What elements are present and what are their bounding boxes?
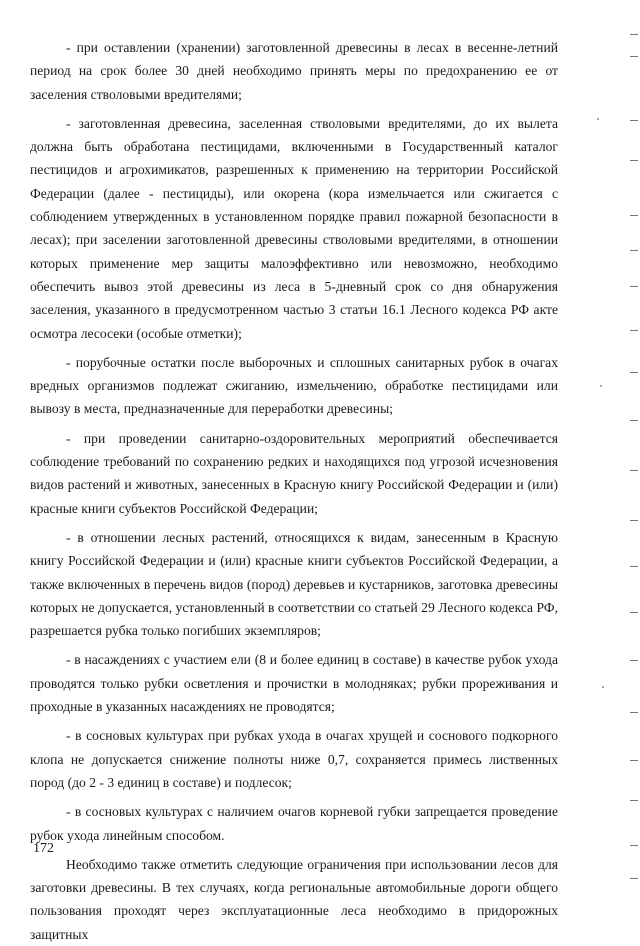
paragraph-wood-storage: - при оставлении (хранении) заготовленной древесины в лесах в весенне-летний период на срок более 30 дней необходимо принять меры по предохранению ее от заселения стволовыми вредителями;: [30, 40, 558, 102]
paragraph-logging-residue: - порубочные остатки после выборочных и сплошных санитарных рубок в очагах вредных организмов подлежат сжиганию, измельчению, обработке пестицидами или вывозу в места, предназначенные для переработки древесины;: [30, 354, 558, 417]
paragraph-spruce-stands: - в насаждениях с участием ели (8 и более единиц в составе) в качестве рубок ухода проводятся только рубки осветления и прочистки в молодняках; рубки прореживания и проходные в указанных насаждениях не проводятся;: [30, 652, 558, 715]
scan-speck: [602, 686, 604, 688]
paragraph-infested-wood: - заготовленная древесина, заселенная стволовыми вредителями, до их вылета должна быть обработана пестицидами, включенными в Государственный каталог пестицидов и агрохимикатов, разрешенных к применению на территории Российской Федерации (далее - пестициды), или окорена (кора измельчается или сжигается с соблюдением утвержденных в установленном порядке правил пожарной безопасности в лесах); при заселении заготовленной древесины стволовыми вредителями, в отношении которых применение мер защиты малоэффективно или невозможно, необходимо обеспечить вывоз этой древесины из леса в 5-дневный срок со дня обнаружения заселения, указанного в предусмотренном частью 3 статьи 16.1 Лесного кодекса РФ акте осмотра лесосеки (особые отметки);: [30, 115, 558, 341]
page-number: 172: [33, 841, 54, 856]
scan-edge-marks: [628, 0, 640, 905]
paragraph-sanitary-measures: - при проведении санитарно-оздоровительных мероприятий обеспечивается соблюдение требований по сохранению редких и находящихся под угрозой исчезновения видов растений и животных, занесенных в Красную книгу Российской Федерации и (или) красные книги субъектов Российской Федерации;: [30, 430, 558, 516]
paragraph-red-book-plants: - в отношении лесных растений, относящихся к видам, занесенным в Красную книгу Российской Федерации и (или) красные книги субъектов Российской Федерации, а также включенных в перечень видов (пород) деревьев и кустарников, заготовка древесины которых не допускается, установленный в соответствии со статьей 29 Лесного кодекса РФ, разрешается рубка только погибших экземпляров;: [30, 529, 558, 639]
paragraph-restrictions: Необходимо также отметить следующие ограничения при использовании лесов для заготовки древесины. В тех случаях, когда региональные автомобильные дороги общего пользования проходят через эксплуатационные леса необходимо в придорожных защитных: [30, 856, 558, 942]
document-body: [30, 36, 558, 946]
scan-speck: [597, 118, 599, 120]
paragraph-pine-root-fungus: - в сосновых культурах с наличием очагов корневой губки запрещается проведение рубок ухода линейным способом.: [30, 804, 558, 843]
scan-speck: [600, 385, 602, 387]
paragraph-pine-cultures-beetles: - в сосновых культурах при рубках ухода в очагах хрущей и соснового подкорного клопа не допускается снижение полноты ниже 0,7, сохраняется примесь лиственных пород (до 2 - 3 единиц в составе) и подлесок;: [30, 728, 558, 790]
